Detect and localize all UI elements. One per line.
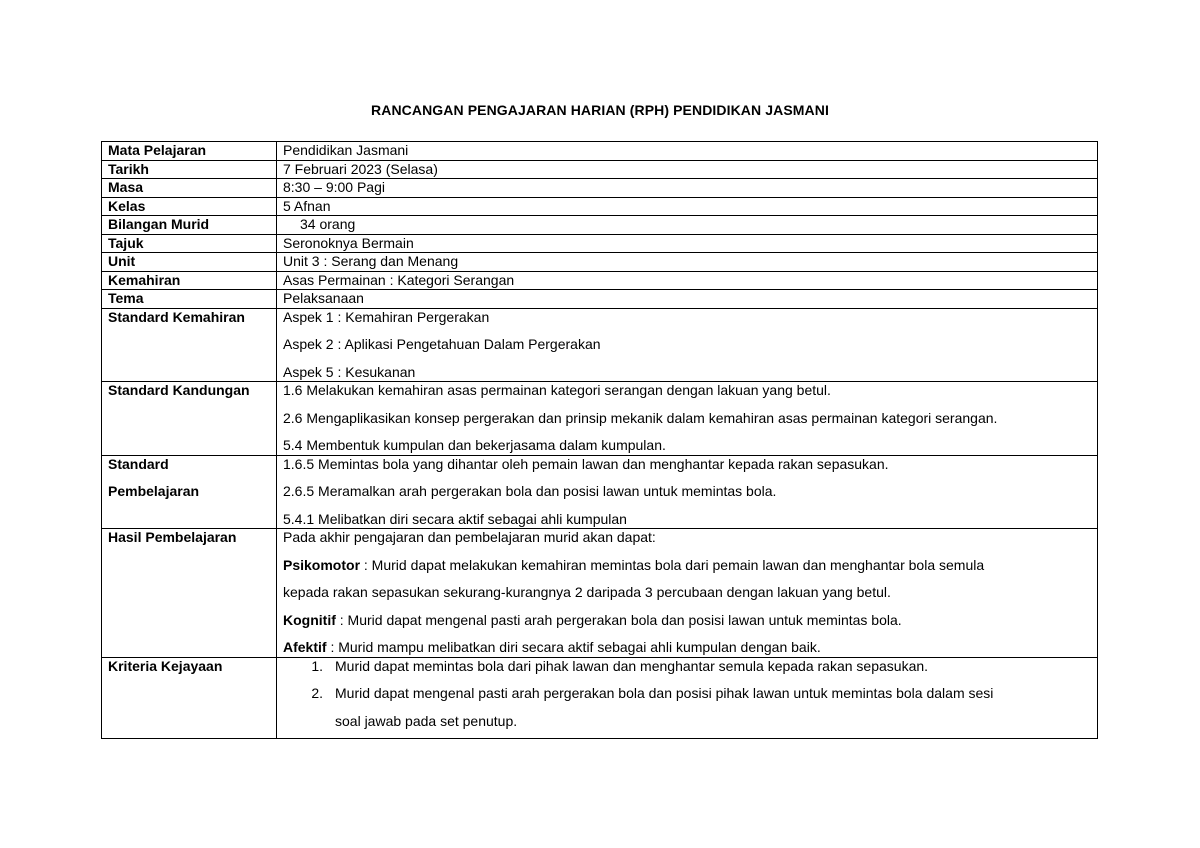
row-value: Pendidikan Jasmani bbox=[277, 142, 1098, 161]
list-number: 2. bbox=[311, 685, 323, 701]
row-value: Asas Permainan : Kategori Serangan bbox=[277, 271, 1098, 290]
row-label: Kelas bbox=[102, 197, 277, 216]
row-label: Standard Kandungan bbox=[102, 382, 277, 456]
row-tajuk bbox=[102, 234, 1098, 253]
outcome-psikomotor bbox=[283, 557, 1091, 575]
rph-table bbox=[101, 141, 1098, 739]
row-kemahiran bbox=[102, 271, 1098, 290]
aspect-line: Aspek 2 : Aplikasi Pengetahuan Dalam Pergerakan bbox=[283, 336, 601, 352]
row-kriteria-kejayaan bbox=[102, 657, 1098, 739]
row-masa bbox=[102, 179, 1098, 198]
row-value: Seronoknya Bermain bbox=[277, 234, 1098, 253]
outcome-label: Afektif bbox=[283, 639, 327, 655]
row-value: 8:30 – 9:00 Pagi bbox=[277, 179, 1098, 198]
row-label: Bilangan Murid bbox=[102, 216, 277, 235]
row-value: 5 Afnan bbox=[277, 197, 1098, 216]
learning-standard-line: 1.6.5 Memintas bola yang dihantar oleh pemain lawan dan menghantar kepada rakan sepasukan. bbox=[283, 455, 889, 472]
row-bilangan-murid bbox=[102, 216, 1098, 235]
outcome-afektif bbox=[283, 639, 1091, 657]
row-mata-pelajaran bbox=[102, 142, 1098, 161]
row-hasil-pembelajaran bbox=[102, 529, 1098, 658]
learning-standard-line: 5.4.1 Melibatkan diri secara aktif sebagai ahli kumpulan bbox=[283, 510, 627, 527]
row-standard-kemahiran bbox=[102, 308, 1098, 382]
outcome-label: Kognitif bbox=[283, 611, 336, 628]
row-value: 7 Februari 2023 (Selasa) bbox=[277, 160, 1098, 179]
row-label: Tajuk bbox=[102, 234, 277, 253]
content-standard-line: 5.4 Membentuk kumpulan dan bekerjasama dalam kumpulan. bbox=[283, 437, 666, 453]
list-number: 1. bbox=[311, 657, 323, 674]
list-item bbox=[283, 658, 1091, 676]
row-label: Masa bbox=[102, 179, 277, 198]
aspect-line: Aspek 5 : Kesukanan bbox=[283, 363, 416, 380]
outcome-intro: Pada akhir pengajaran dan pembelajaran murid akan dapat: bbox=[283, 529, 656, 545]
aspect-line: Aspek 1 : Kemahiran Pergerakan bbox=[283, 308, 490, 325]
row-label: Mata Pelajaran bbox=[102, 142, 277, 161]
row-value: 34 orang bbox=[300, 216, 356, 232]
row-label: Kemahiran bbox=[102, 271, 277, 290]
outcome-text: : Murid mampu melibatkan diri secara aktif sebagai ahli kumpulan dengan baik. bbox=[326, 639, 821, 655]
outcome-kognitif bbox=[283, 612, 1091, 630]
list-text: Murid dapat memintas bola dari pihak lawan dan menghantar semula kepada rakan sepasukan. bbox=[335, 657, 929, 674]
list-text: soal jawab pada set penutup. bbox=[335, 712, 518, 729]
list-text: Murid dapat mengenal pasti arah pergerakan bola dan posisi pihak lawan untuk memintas bola dalam sesi bbox=[335, 685, 994, 701]
content-standard-line: 1.6 Melakukan kemahiran asas permainan kategori serangan dengan lakuan yang betul. bbox=[283, 382, 831, 398]
row-label: Standard bbox=[108, 455, 169, 472]
row-value: Pelaksanaan bbox=[277, 290, 1098, 309]
list-item bbox=[283, 685, 1091, 730]
row-label: Tema bbox=[102, 290, 277, 309]
content-standard-line: 2.6 Mengaplikasikan konsep pergerakan dan prinsip mekanik dalam kemahiran asas permainan kategori serangan. bbox=[283, 409, 998, 426]
row-label: Tarikh bbox=[102, 160, 277, 179]
outcome-text-continued: kepada rakan sepasukan sekurang-kurangnya 2 daripada 3 percubaan dengan lakuan yang betul. bbox=[283, 584, 891, 600]
learning-standard-line: 2.6.5 Meramalkan arah pergerakan bola dan posisi lawan untuk memintas bola. bbox=[283, 483, 777, 499]
row-value: Unit 3 : Serang dan Menang bbox=[277, 253, 1098, 272]
row-label: Unit bbox=[102, 253, 277, 272]
outcome-text: : Murid dapat melakukan kemahiran memintas bola dari pemain lawan dan menghantar bola semula bbox=[360, 556, 985, 573]
row-label: Pembelajaran bbox=[108, 483, 200, 499]
row-label: Standard Kemahiran bbox=[102, 308, 277, 382]
row-standard-pembelajaran bbox=[102, 455, 1098, 529]
row-tarikh bbox=[102, 160, 1098, 179]
outcome-text: : Murid dapat mengenal pasti arah pergerakan bola dan posisi lawan untuk memintas bola. bbox=[335, 611, 902, 628]
row-standard-kandungan bbox=[102, 382, 1098, 456]
outcome-label: Psikomotor bbox=[283, 556, 361, 573]
row-label: Kriteria Kejayaan bbox=[102, 657, 277, 739]
row-label: Hasil Pembelajaran bbox=[102, 529, 277, 658]
row-unit bbox=[102, 253, 1098, 272]
row-kelas bbox=[102, 197, 1098, 216]
document-title: RANCANGAN PENGAJARAN HARIAN (RPH) PENDIDIKAN JASMANI bbox=[371, 102, 829, 118]
row-tema bbox=[102, 290, 1098, 309]
